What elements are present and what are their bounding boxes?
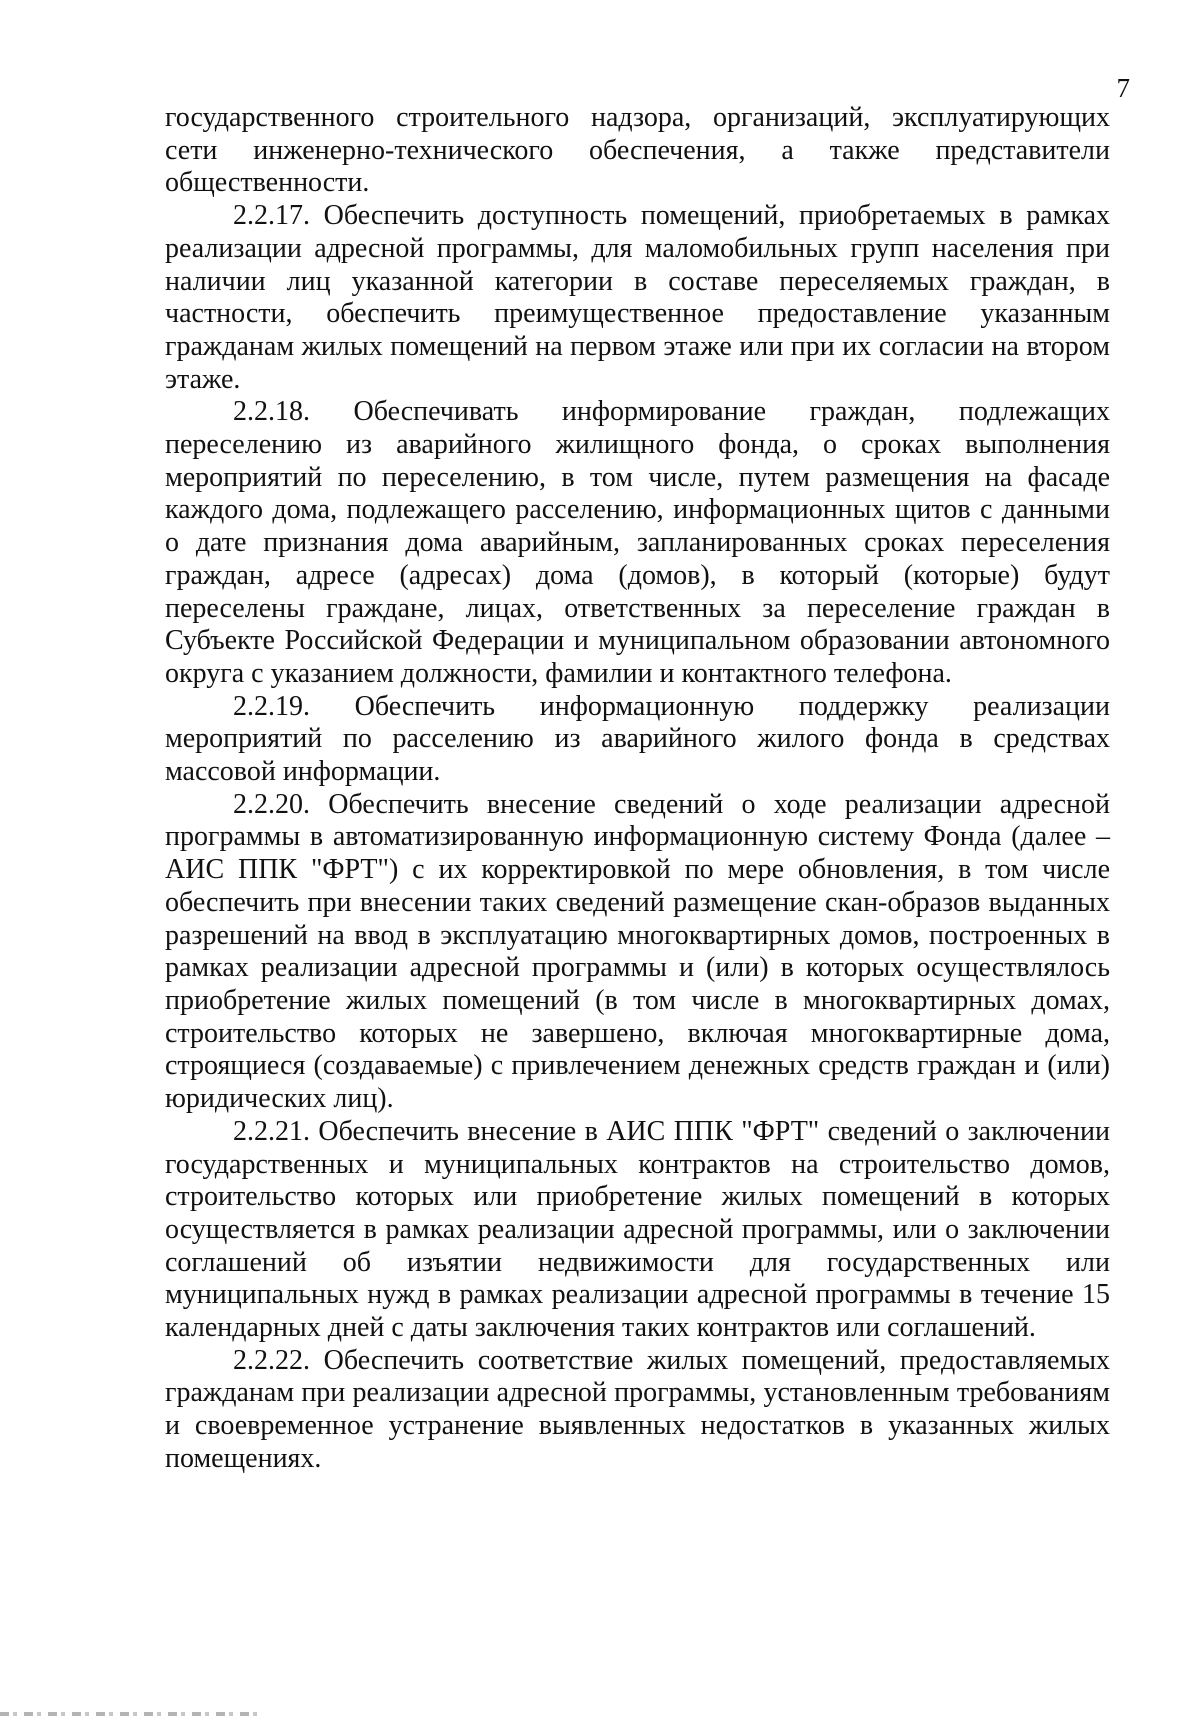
paragraph-continuation: государственного строительного надзора, организаций, эксплуатирующих сети инженерно-технического обеспечения, а также представители общественности.: [165, 102, 1110, 199]
paragraph-2-2-22: 2.2.22. Обеспечить соответствие жилых помещений, предоставляемых гражданам при реализации адресной программы, установленным требованиям и своевременное устранение выявленных недостатков в указанных жилых помещениях.: [165, 1344, 1110, 1474]
paragraph-2-2-21: 2.2.21. Обеспечить внесение в АИС ППК "ФРТ" сведений о заключении государственных и муниципальных контрактов на строительство домов, строительство которых или приобретение жилых помещений в которых осуществляется в рамках реализации адресной программы, или о заключении соглашений об изъятии недвижимости для государственных или муниципальных нужд в рамках реализации адресной программы в течение 15 календарных дней с даты заключения таких контрактов или соглашений.: [165, 1115, 1110, 1344]
paragraph-2-2-17: 2.2.17. Обеспечить доступность помещений, приобретаемых в рамках реализации адресной программы, для маломобильных групп населения при наличии лиц указанной категории в составе переселяемых граждан, в частности, обеспечить преимущественное предоставление указанным гражданам жилых помещений на первом этаже или при их согласии на втором этаже.: [165, 200, 1110, 395]
document-body: [165, 102, 1110, 1476]
scan-edge-artifact: [0, 1712, 260, 1716]
paragraph-2-2-18: 2.2.18. Обеспечивать информирование граждан, подлежащих переселению из аварийного жилищного фонда, о сроках выполнения мероприятий по переселению, в том числе, путем размещения на фасаде каждого дома, подлежащего расселению, информационных щитов с данными о дате признания дома аварийным, запланированных сроках переселения граждан, адресе (адресах) дома (домов), в который (которые) будут переселены граждане, лицах, ответственных за переселение граждан в Субъекте Российской Федерации и муниципальном образовании автономного округа с указанием должности, фамилии и контактного телефона.: [165, 396, 1110, 689]
paragraph-2-2-19: 2.2.19. Обеспечить информационную поддержку реализации мероприятий по расселению из аварийного жилого фонда в средствах массовой информации.: [165, 690, 1110, 788]
page-number: 7: [1116, 73, 1130, 103]
paragraph-2-2-20: 2.2.20. Обеспечить внесение сведений о ходе реализации адресной программы в автоматизированную информационную систему Фонда (далее – АИС ППК "ФРТ") с их корректировкой по мере обновления, в том числе обеспечить при внесении таких сведений размещение скан-образов выданных разрешений на ввод в эксплуатацию многоквартирных домов, построенных в рамках реализации адресной программы и (или) в которых осуществлялось приобретение жилых помещений (в том числе в многоквартирных домах, строительство которых не завершено, включая многоквартирные дома, строящиеся (создаваемые) с привлечением денежных средств граждан и (или) юридических лиц).: [165, 788, 1110, 1115]
